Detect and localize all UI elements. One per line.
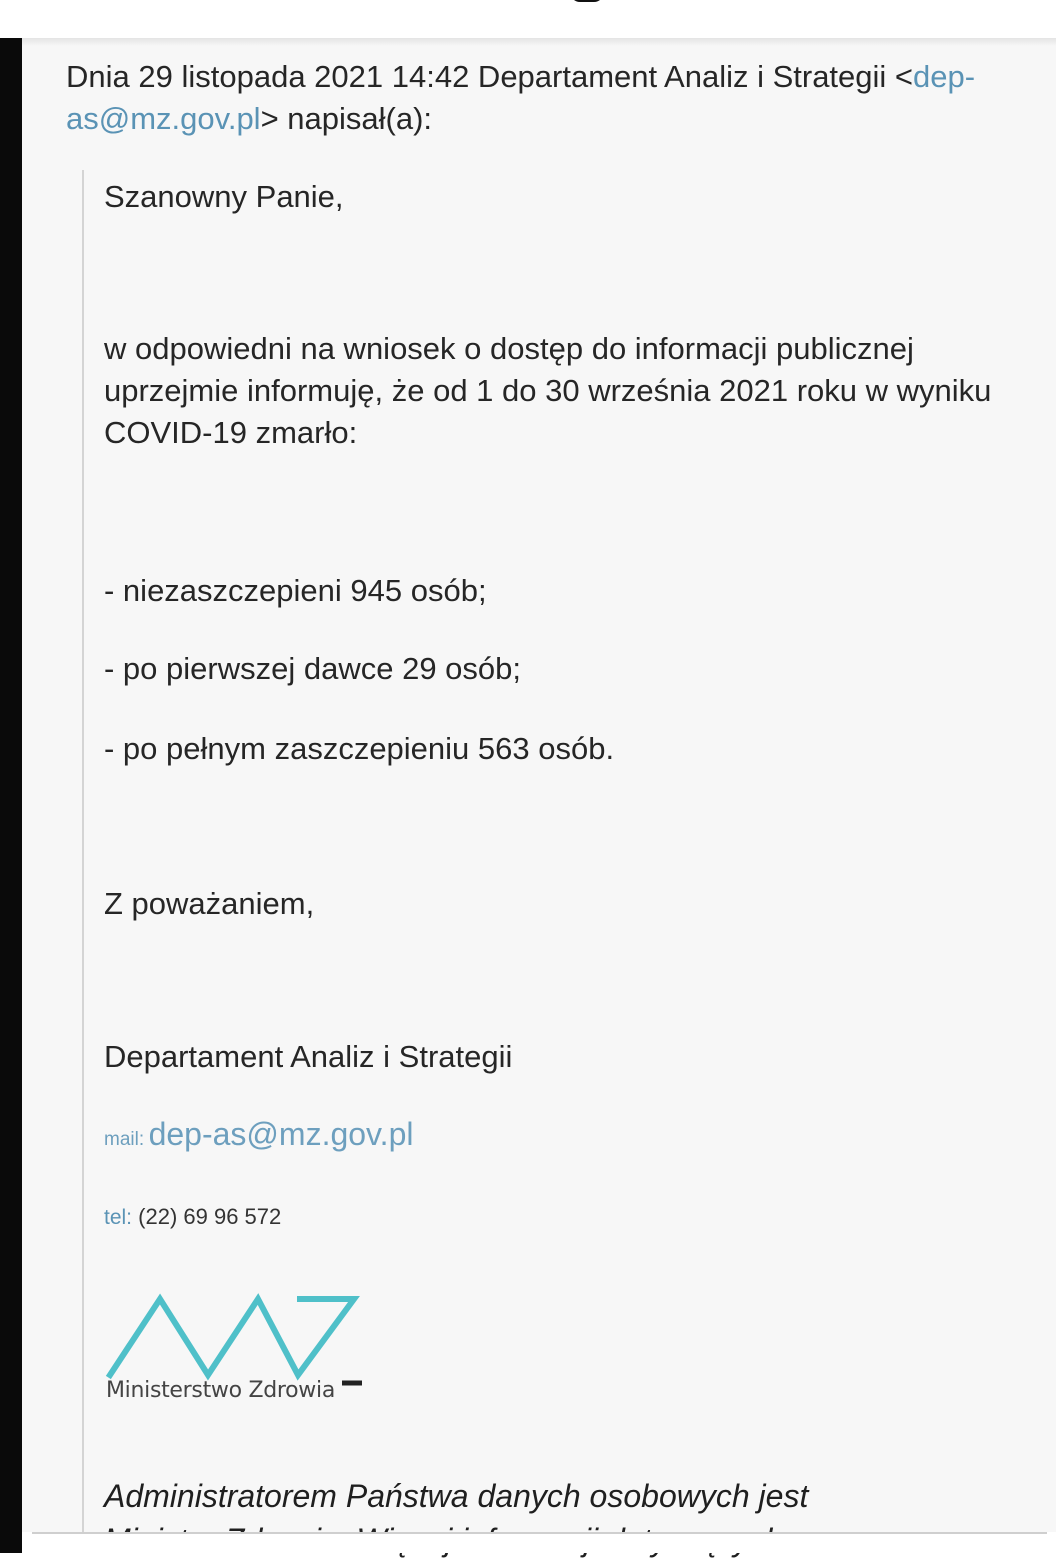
signature-mail [104, 1116, 413, 1153]
left-edge [0, 38, 22, 1553]
bottom-divider [32, 1532, 1047, 1534]
quote-bar [82, 170, 84, 1540]
list-item: - po pierwszej dawce 29 osób; [104, 651, 522, 686]
top-glyph-fragment [570, 0, 604, 2]
list-item: - niezaszczepieni 945 osób; [104, 573, 487, 608]
tel-label: tel: [104, 1206, 133, 1229]
mail-link[interactable]: dep-as@mz.gov.pl [148, 1116, 414, 1152]
greeting: Szanowny Panie, [104, 179, 344, 214]
closing: Z poważaniem, [104, 886, 315, 921]
admin-note: Administratorem Państwa danych osobowych jest [104, 1478, 809, 1514]
signature-tel [104, 1204, 281, 1230]
header-prefix: Dnia 29 listopada 2021 14:42 Departament Analiz i Strategii < [66, 59, 914, 94]
top-bar [0, 0, 1056, 38]
tel-value[interactable]: (22) 69 96 572 [138, 1204, 282, 1229]
header-email-link[interactable]: dep-as@mz.gov.pl [66, 59, 976, 136]
mail-label: mail: [104, 1129, 145, 1150]
header-suffix: > napisał(a): [260, 101, 433, 136]
email-header [66, 56, 1026, 140]
logo-caption: Ministerstwo Zdrowia [106, 1378, 335, 1403]
email-card [22, 38, 1056, 1532]
signature-department: Departament Analiz i Strategii [104, 1039, 513, 1074]
bottom-strip [22, 1532, 1056, 1553]
card-shadow [22, 38, 1056, 46]
list-item: - po pełnym zaszczepieniu 563 osób. [104, 731, 615, 766]
body-paragraph: w odpowiedni na wniosek o dostęp do informacji publicznej uprzejmie informuję, że od 1 do 30 września 2021 roku w wyniku COVID-19 zmarło: [104, 331, 992, 450]
